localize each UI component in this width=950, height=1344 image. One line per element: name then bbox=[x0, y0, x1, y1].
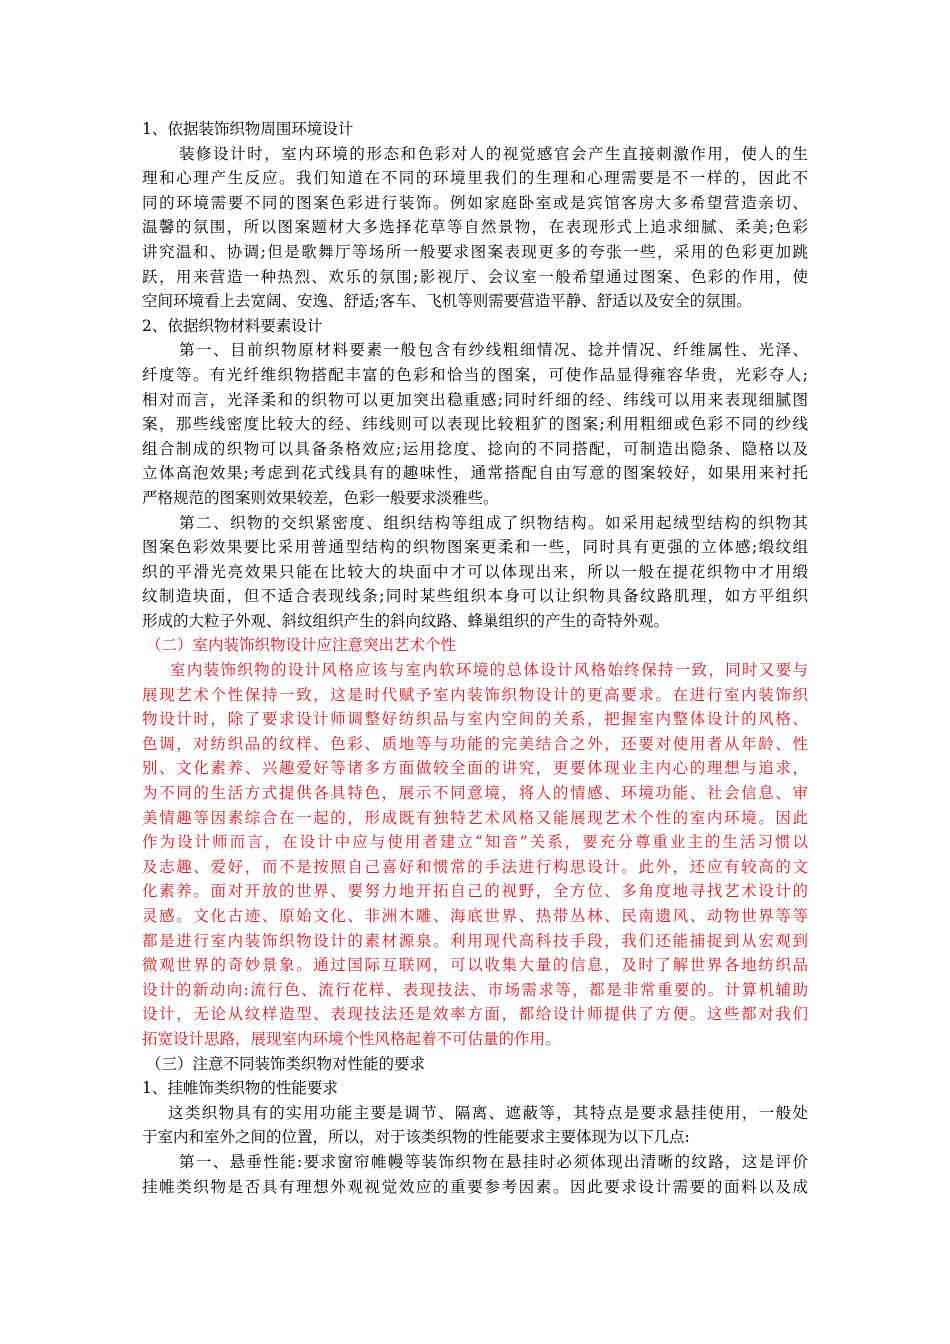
text-line: 相对而言，光泽柔和的织物可以更加突出稳重感;同时纤细的经、纬线可以用来表现细腻图 bbox=[142, 390, 808, 409]
text-line: 同的环境需要不同的图案色彩进行装饰。例如家庭卧室或是宾馆客房大多希望营造亲切、 bbox=[142, 193, 808, 212]
text-line: 别、文化素养、兴趣爱好等诸多方面做较全面的讲究，更要体现业主内心的理想与追求， bbox=[142, 759, 808, 778]
text-line: 展现艺术个性保持一致，这是时代赋予室内装饰织物设计的更高要求。在进行室内装饰织 bbox=[142, 685, 808, 704]
text-line: 这类织物具有的实用功能主要是调节、隔离、遮蔽等，其特点是要求悬挂使用，一般处 bbox=[168, 1103, 808, 1122]
text-line: 设计的新动向:流行色、流行花样、表现技法、市场需求等，都是非常重要的。计算机辅助 bbox=[142, 980, 808, 999]
text-line: 图案色彩效果要比采用普通型结构的织物图案更柔和一些，同时具有更强的立体感;缎纹组 bbox=[142, 538, 808, 557]
paragraph bbox=[142, 511, 808, 634]
section-heading: 1、依据装饰织物周围环境设计 bbox=[142, 120, 354, 138]
section-heading: 1、挂帷饰类织物的性能要求 bbox=[142, 1079, 338, 1098]
text-line: 跃，用来营造一种热烈、欢乐的氛围;影视厅、会议室一般希望通过图案、色彩的作用，使 bbox=[142, 267, 808, 286]
text-line: 组合制成的织物可以具备条格效应;运用捻度、捻向的不同搭配，可制造出隐条、隐格以及 bbox=[142, 439, 808, 458]
text-line: 案，那些线密度比较大的经、纬线则可以表现比较粗犷的图案;利用粗细或色彩不同的纱线 bbox=[142, 415, 808, 434]
text-line: 灵感。文化古迹、原始文化、非洲木雕、海底世界、热带丛林、民南遗风、动物世界等等 bbox=[142, 907, 808, 925]
text-line: 微观世界的奇妙景象。通过国际互联网，可以收集大量的信息，及时了解世界各地纺织品 bbox=[142, 956, 808, 975]
text-line: 设计，无论从纹样造型、表现技法还是效率方面，都给设计师提供了方便。这些都对我们 bbox=[142, 1005, 808, 1024]
text-line: 拓宽设计思路，展现室内环境个性风格起着不可估量的作用。 bbox=[142, 1029, 561, 1048]
text-line: 立体高泡效果;考虑到花式线具有的趣味性，通常搭配自由写意的图案较好，如果用来衬托 bbox=[142, 464, 808, 483]
section-heading: 2、依据织物材料要素设计 bbox=[142, 316, 323, 335]
document-page bbox=[142, 117, 808, 1199]
paragraph bbox=[142, 142, 808, 314]
paragraph bbox=[142, 1150, 808, 1199]
text-line: 挂帷类织物是否具有理想外观视觉效应的重要参考因素。因此要求设计需要的面料以及成 bbox=[142, 1177, 808, 1196]
text-line: 装修设计时，室内环境的形态和色彩对人的视觉感官会产生直接刺激作用，使人的生 bbox=[179, 144, 808, 163]
text-line: 第二、织物的交织紧密度、组织结构等组成了织物结构。如采用起绒型结构的织物其 bbox=[179, 513, 808, 532]
text-line: 第一、悬垂性能:要求窗帘帷幔等装饰织物在悬挂时必须体现出清晰的纹路，这是评价 bbox=[179, 1152, 808, 1171]
text-line: 都是进行室内装饰织物设计的素材源泉。利用现代高科技手段，我们还能捕捉到从宏观到 bbox=[142, 931, 808, 950]
section-heading: （二）室内装饰织物设计应注意突出艺术个性 bbox=[146, 636, 457, 655]
section-heading: （三）注意不同装饰类织物对性能的要求 bbox=[146, 1054, 426, 1073]
text-line: 色调，对纺织品的纹样、色彩、质地等与功能的完美结合之外，还要对使用者从年龄、性 bbox=[142, 734, 808, 753]
text-line: 化素养。面对开放的世界、要努力地开拓自己的视野，全方位、多角度地寻找艺术设计的 bbox=[142, 882, 808, 901]
text-line: 织的平滑光亮效果只能在比较大的块面中才可以体现出来，所以一般在提花织物中才用缎 bbox=[142, 562, 808, 581]
text-line: 于室内和室外之间的位置，所以，对于该类织物的性能要求主要体现为以下几点: bbox=[142, 1128, 690, 1147]
text-line: 作为设计师而言，在设计中应与使用者建立“知音”关系，要充分尊重业主的生活习惯以 bbox=[142, 833, 808, 852]
text-line: 严格规范的图案则效果较差，色彩一般要求淡雅些。 bbox=[142, 488, 499, 507]
text-line: 第一、目前织物原材料要素一般包含有纱线粗细情况、捻并情况、纤维属性、光泽、 bbox=[179, 341, 808, 360]
paragraph bbox=[142, 338, 808, 510]
text-line: 讲究温和、协调;但是歌舞厅等场所一般要求图案表现更多的夸张一些，采用的色彩更加跳 bbox=[142, 242, 808, 261]
text-line: 温馨的氛围，所以图案题材大多选择花草等自然景物，在表现形式上追求细腻、柔美;色彩 bbox=[142, 218, 808, 237]
paragraph bbox=[142, 1101, 808, 1150]
text-line: 及志趣、爱好，而不是按照自己喜好和惯常的手法进行构思设计。此外，还应有较高的文 bbox=[142, 857, 808, 876]
text-line: 空间环境看上去宽阔、安逸、舒适;客车、飞机等则需要营造平静、舒适以及安全的氛围。 bbox=[142, 292, 752, 311]
text-line: 美情趣等因素综合在一起的，形成既有独特艺术风格又能展现艺术个性的室内环境。因此 bbox=[142, 808, 808, 827]
text-line: 形成的大粒子外观、斜纹组织产生的斜向纹路、蜂巢组织的产生的奇特外观。 bbox=[142, 611, 670, 630]
text-line: 纤度等。有光纤维织物搭配丰富的色彩和恰当的图案，可使作品显得雍容华贵，光彩夺人; bbox=[142, 365, 808, 384]
paragraph bbox=[142, 658, 808, 1052]
text-line: 为不同的生活方式提供各具特色，展示不同意境，将人的情感、环境功能、社会信息、审 bbox=[142, 784, 808, 803]
text-line: 物设计时，除了要求设计师调整好纺织品与室内空间的关系，把握室内整体设计的风格、 bbox=[142, 710, 808, 729]
text-line: 室内装饰织物的设计风格应该与室内软环境的总体设计风格始终保持一致，同时又要与 bbox=[170, 661, 808, 680]
text-line: 理和心理产生反应。我们知道在不同的环境里我们的生理和心理需要是不一样的，因此不 bbox=[142, 169, 808, 188]
text-line: 纹制造块面，但不适合表现线条;同时某些组织本身可以让织物具备纹路肌理，如方平组织 bbox=[142, 587, 808, 606]
